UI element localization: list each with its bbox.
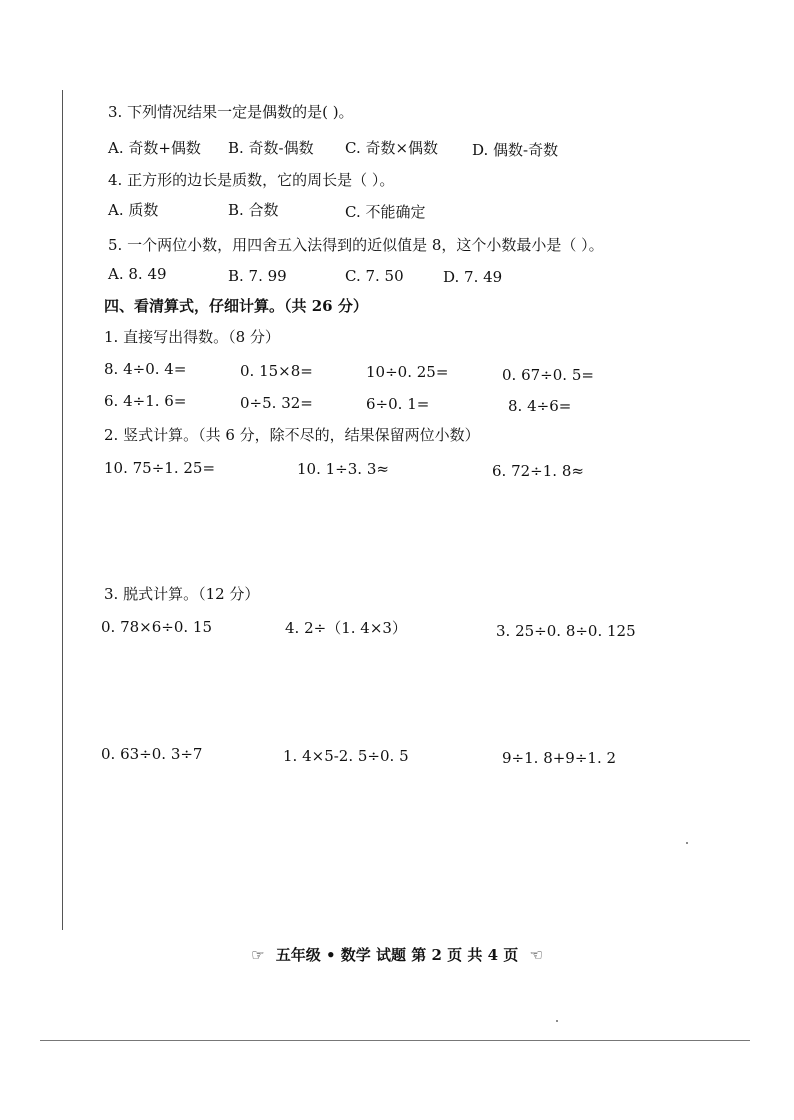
vertical-calc-item: 6. 72÷1. 8≈	[492, 462, 584, 480]
scan-speck	[686, 842, 688, 844]
scan-speck	[556, 1020, 558, 1022]
part-3-title: 3. 脱式计算。（12 分）	[104, 585, 260, 603]
vertical-calc-item: 10. 75÷1. 25=	[104, 459, 216, 477]
bottom-rule	[40, 1040, 750, 1041]
question-4: 4. 正方形的边长是质数，它的周长是（ ）。	[108, 171, 395, 189]
stepwise-calc-item: 0. 78×6÷0. 15	[101, 618, 213, 636]
q3-option-a: A. 奇数+偶数	[108, 139, 201, 157]
q3-option-c: C. 奇数×偶数	[345, 139, 439, 157]
footer-text: 五年级 • 数学 试题 第 2 页 共 4 页	[275, 946, 519, 964]
mental-calc-item: 8. 4÷6=	[508, 397, 572, 415]
q4-option-b: B. 合数	[228, 201, 279, 219]
mental-calc-item: 0÷5. 32=	[240, 394, 313, 412]
stepwise-calc-item: 9÷1. 8+9÷1. 2	[502, 749, 617, 767]
q4-option-a: A. 质数	[108, 201, 159, 219]
mental-calc-item: 8. 4÷0. 4=	[104, 360, 187, 378]
mental-calc-item: 0. 15×8=	[240, 362, 313, 380]
stepwise-calc-item: 0. 63÷0. 3÷7	[101, 745, 203, 763]
question-3: 3. 下列情况结果一定是偶数的是( )。	[108, 103, 354, 121]
q4-option-c: C. 不能确定	[345, 203, 426, 221]
page-footer	[0, 944, 794, 965]
q5-option-c: C. 7. 50	[345, 267, 404, 285]
pointing-right-icon: ☞	[251, 946, 265, 964]
stepwise-calc-item: 4. 2÷（1. 4×3）	[285, 619, 407, 637]
mental-calc-item: 10÷0. 25=	[366, 363, 449, 381]
mental-calc-item: 6. 4÷1. 6=	[104, 392, 187, 410]
stepwise-calc-item: 1. 4×5-2. 5÷0. 5	[283, 747, 409, 765]
mental-calc-item: 6÷0. 1=	[366, 395, 430, 413]
q3-option-d: D. 偶数-奇数	[472, 141, 559, 159]
q5-option-b: B. 7. 99	[228, 267, 287, 285]
q3-option-b: B. 奇数-偶数	[228, 139, 314, 157]
vertical-calc-item: 10. 1÷3. 3≈	[297, 460, 389, 478]
q5-option-a: A. 8. 49	[108, 265, 167, 283]
stepwise-calc-item: 3. 25÷0. 8÷0. 125	[496, 622, 636, 640]
mental-calc-item: 0. 67÷0. 5=	[502, 366, 594, 384]
part-2-title: 2. 竖式计算。（共 6 分，除不尽的，结果保留两位小数）	[104, 426, 480, 444]
pointing-left-icon: ☜	[529, 946, 543, 964]
section-4-heading: 四、看清算式，仔细计算。（共 26 分）	[104, 297, 368, 315]
question-5: 5. 一个两位小数，用四舍五入法得到的近似值是 8，这个小数最小是（ ）。	[108, 236, 604, 254]
margin-rule	[62, 90, 63, 930]
part-1-title: 1. 直接写出得数。（8 分）	[104, 328, 280, 346]
q5-option-d: D. 7. 49	[443, 268, 503, 286]
